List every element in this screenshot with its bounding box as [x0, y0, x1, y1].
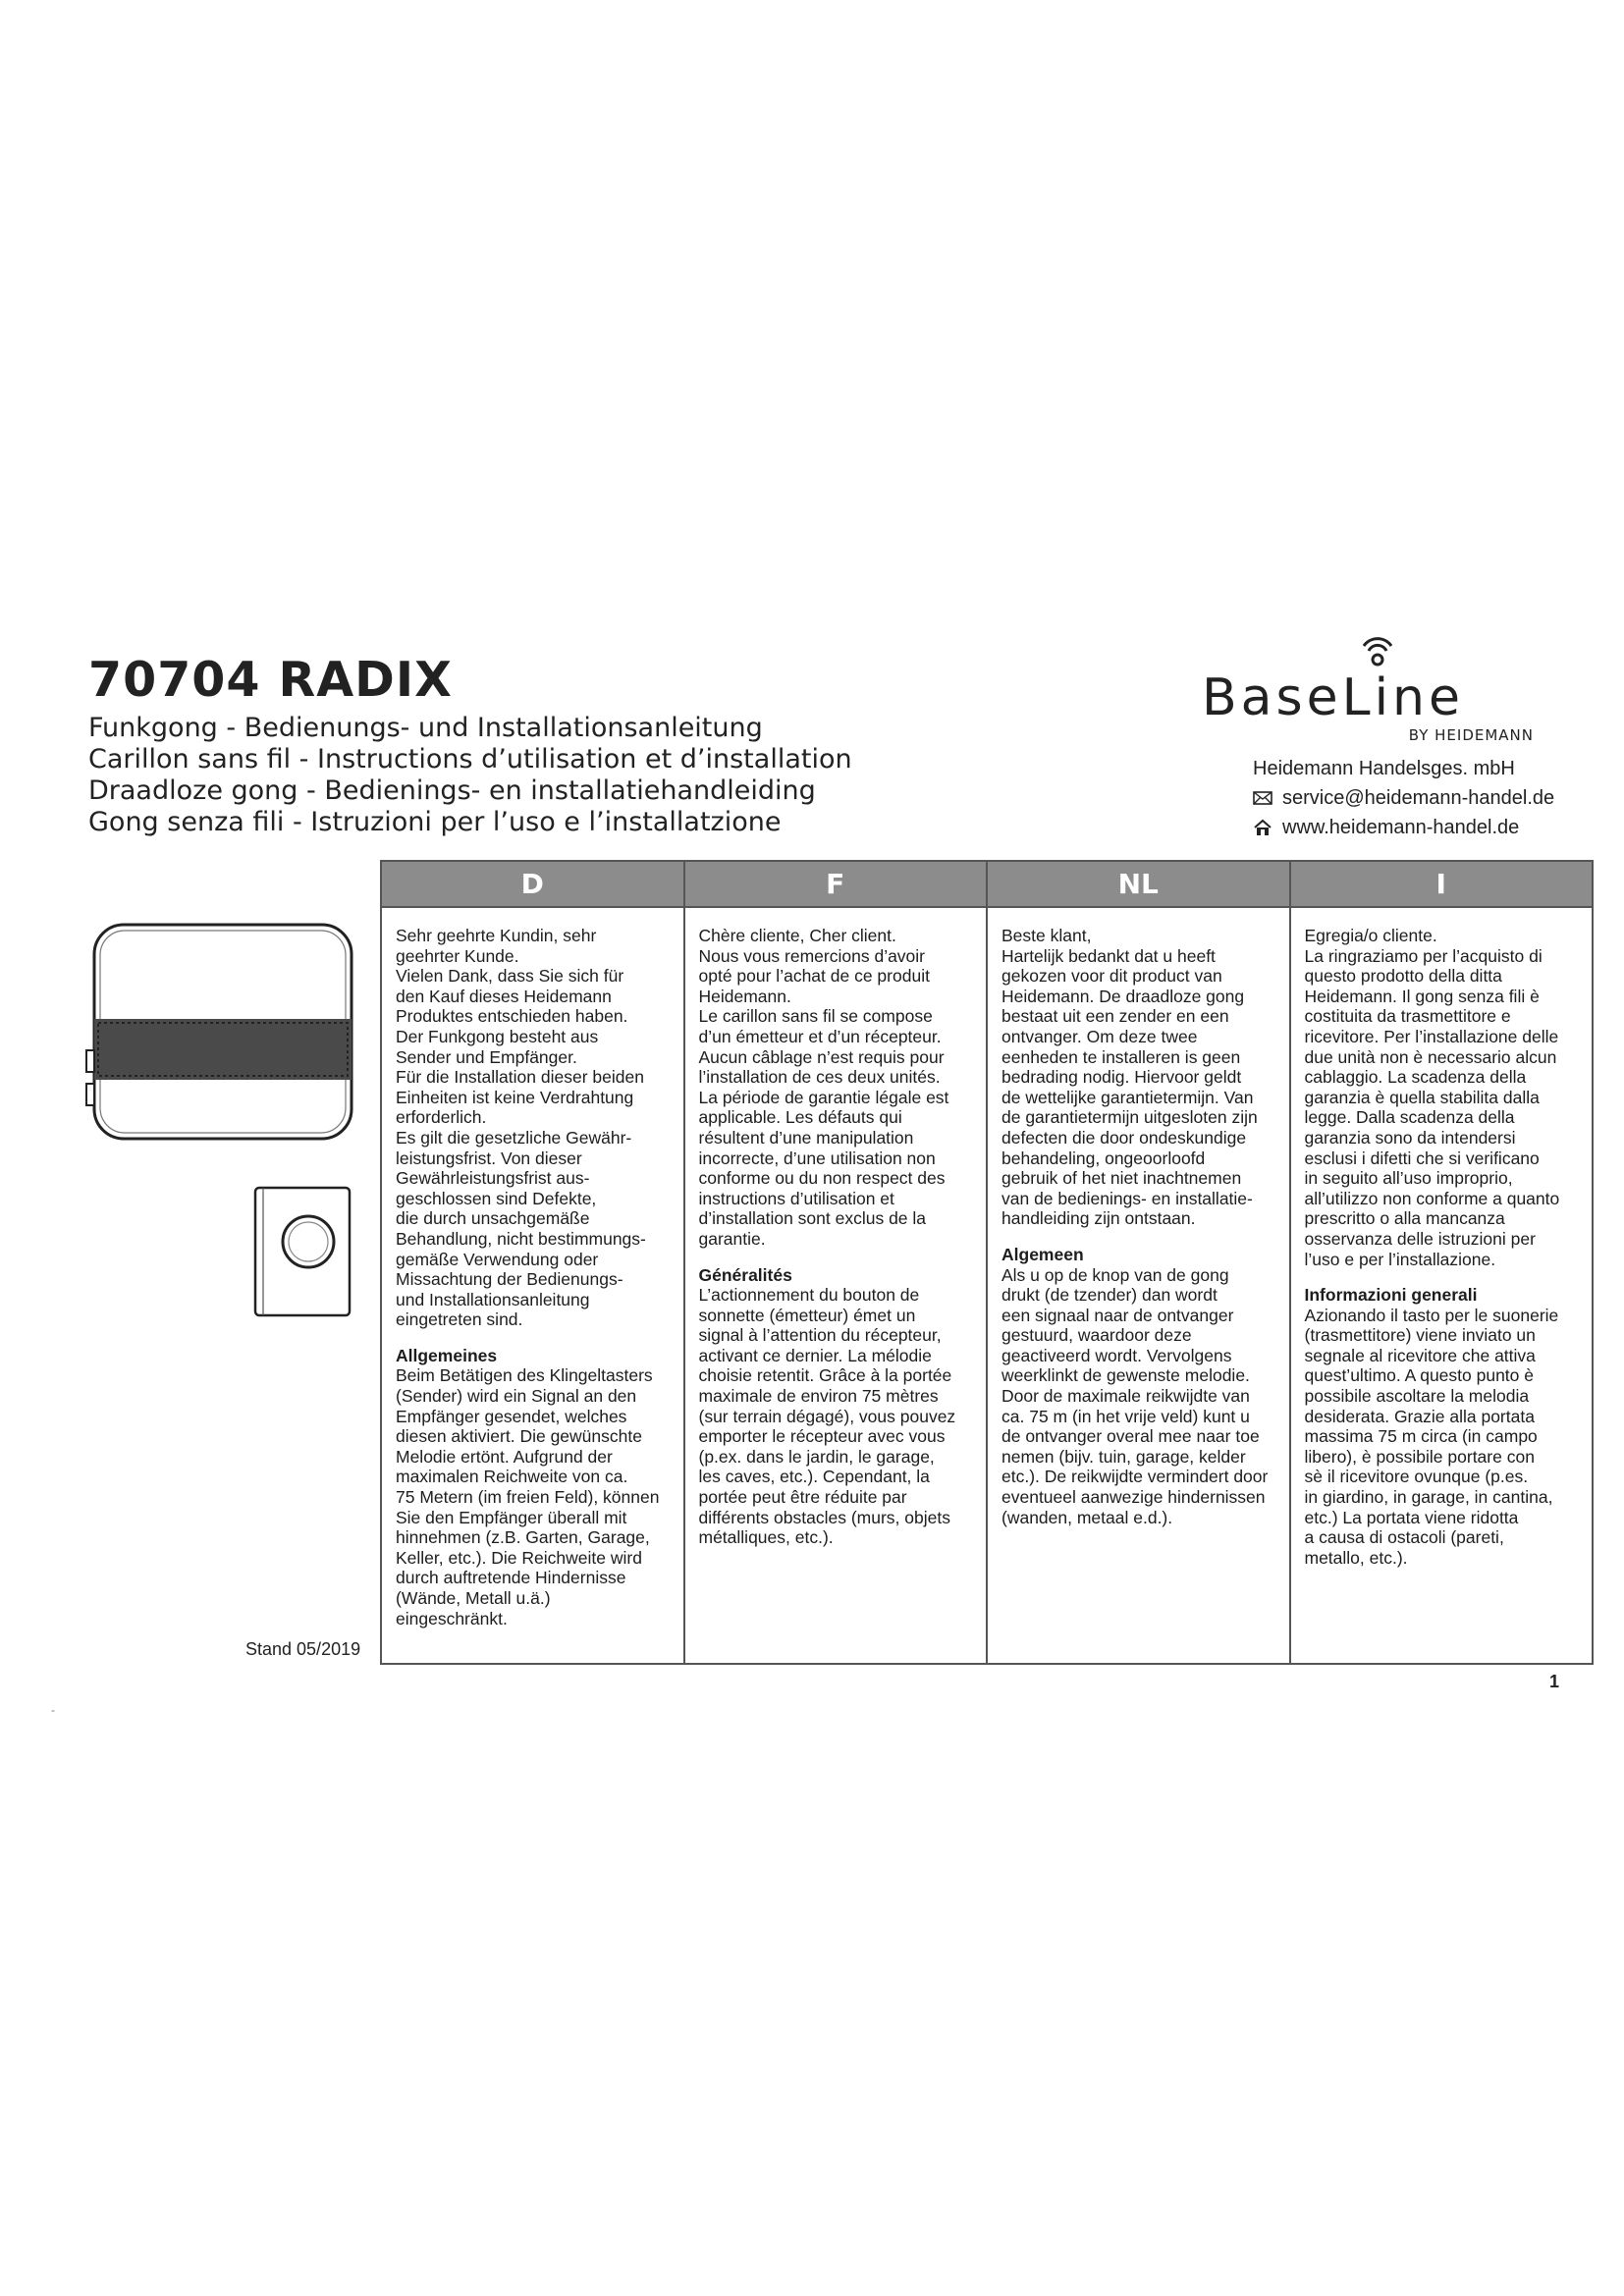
company-name: Heidemann Handelsges. mbH [1253, 758, 1515, 779]
column-heading: I [1291, 862, 1593, 908]
website-row [1253, 813, 1577, 842]
section-heading: Allgemeines [396, 1345, 498, 1365]
email-row [1253, 783, 1577, 813]
section-text: Als u op de knop van de gong drukt (de tzender) dan wordt een signaal naar de ontvanger gestuurd, waardoor deze geactiveerd wordt. Vervolgens weerklinkt de gewenste melodie. Door de maximale reikwijdte van ca. 75 m (in het vrije veld) kunt u de ontvanger overal mee naar toe nemen (bijv. tuin, garage, kelder etc.). De reikwijdte vermindert door eventueel aanwezige hindernissen (wanden, metaal e.d.). [1001, 1264, 1269, 1527]
column-body [382, 908, 683, 1638]
section-text: Beim Betätigen des Klingeltasters (Sender) wird ein Signal an den Empfänger gesendet, welches diesen aktiviert. Die gewünschte Melodie ertönt. Aufgrund der maximalen Reichweite von ca. 75 Metern (im freien Feld), können Sie den Empfänger überall mit hinnehmen (z.B. Garten, Garage, Keller, etc.). Die Reichweite wird durch auftretende Hindernisse (Wände, Metall u.ä.) eingeschränkt. [396, 1365, 660, 1629]
signal-waves-icon [1364, 639, 1391, 651]
column-body [685, 908, 987, 1558]
column-it [1289, 862, 1593, 1663]
column-body [1291, 908, 1593, 1577]
page-number: 1 [1549, 1672, 1560, 1691]
version-stamp: Stand 05/2019 [245, 1639, 361, 1659]
baseline-logo [1196, 628, 1540, 756]
subtitle-de: Funkgong - Bedienungs- und Installationsanleitung [88, 713, 763, 743]
intro-text: Egregia/o cliente. La ringraziamo per l’acquisto di questo prodotto della ditta Heidemann. Il gong senza fili è costituita da trasmettitore e ricevitore. Per l’installazione delle due unità non è necessario alcun cablaggio. La scadenza della garanzia è quella stabilita dalla legge. Dalla scadenza della garanzia sono da intendersi esclusi i difetti che si verificano in seguito all’uso improprio, all’utilizzo non conforme a quanto prescritto o alla mancanza osservanza delle istruzioni per l’uso e per l’installazione. [1304, 926, 1560, 1269]
receiver-illustration [86, 925, 352, 1139]
product-illustration [82, 921, 367, 1323]
intro-text: Sehr geehrte Kundin, sehr geehrter Kunde. Vielen Dank, dass Sie sich für den Kauf dieses Heidemann Produktes entschieden haben. Der Funkgong besteht aus Sender und Empfänger. Für die Installation dieser beiden Einheiten ist keine Verdrahtung erforderlich. Es gilt die gesetzliche Gewähr- leistungsfrist. Von dieser Gewährleistungsfrist aus- geschlossen sind Defekte, die durch unsachgemäße Behandlung, nicht bestimmungs- gemäße Verwendung oder Missachtung der Bedienungs- und Installationsanleitung eingetreten sind. [396, 926, 646, 1330]
envelope-icon [1253, 791, 1272, 805]
instruction-table [380, 860, 1594, 1665]
margin-mark: - [51, 1703, 55, 1717]
document-title: 70704 RADIX [88, 652, 453, 708]
email-link[interactable]: service@heidemann-handel.de [1282, 787, 1555, 809]
intro-text: Beste klant, Hartelijk bedankt dat u heeft gekozen voor dit product van Heidemann. De draadloze gong bestaat uit een zender en een ontvanger. Om deze twee eenheden te installeren is geen bedrading nodig. Hiervoor geldt de wettelijke garantietermijn. Van de garantietermijn uitgesloten zijn defecten die door ondeskundige behandeling, ongeoorloofd gebruik of het niet inachtnemen van de bedienings- en installatie- handleiding zijn ontstaan. [1001, 926, 1258, 1229]
column-body [988, 908, 1289, 1537]
doorbell-button-icon [283, 1216, 334, 1267]
subtitle-nl: Draadloze gong - Bedienings- en installatiehandleiding [88, 775, 816, 806]
column-heading: F [685, 862, 987, 908]
section-heading: Informazioni generali [1304, 1285, 1478, 1306]
transmitter-illustration [255, 1188, 350, 1315]
logo-wordmark: BaseLine [1202, 668, 1464, 727]
subtitle-fr: Carillon sans fil - Instructions d’utilisation et d’installation [88, 744, 852, 774]
column-heading: D [382, 862, 683, 908]
subtitle-list [88, 713, 852, 838]
website-link[interactable]: www.heidemann-handel.de [1282, 817, 1520, 838]
section-text: Azionando il tasto per le suonerie (trasmettitore) viene inviato un segnale al ricevitore che attiva quest’ultimo. A questo punto è possibile ascoltare la melodia desiderata. Grazie alla portata massima 75 m circa (in campo libero), è possibile portare con sè il ricevitore ovunque (p.es. in giardino, in garage, in cantina, etc.) La portata viene ridotta a causa di ostacoli (pareti, metallo, etc.). [1304, 1305, 1559, 1568]
subtitle-it: Gong senza fili - Istruzioni per l’uso e l’installatzione [88, 807, 782, 837]
column-heading: NL [988, 862, 1289, 908]
section-text: L’actionnement du bouton de sonnette (émetteur) émet un signal à l’attention du récepteur, activant ce dernier. La mélodie choisie retentit. Grâce à la portée maximale de environ 75 mètres (sur terrain dégagé), vous pouvez emporter le récepteur avec vous (p.ex. dans le jardin, le garage, les caves, etc.). Cependant, la portée peut être réduite par différents obstacles (murs, objets métalliques, etc.). [698, 1285, 956, 1548]
intro-text: Chère cliente, Cher client. Nous vous remercions d’avoir opté pour l’achat de ce produit Heidemann. Le carillon sans fil se compose d’un émetteur et d’un récepteur. Aucun câblage n’est requis pour l’installation de ces deux unités. La période de garantie légale est applicable. Les défauts qui résultent d’une manipulation incorrecte, d’une utilisation non conforme ou du non respect des instructions d’utilisation et d’installation sont exclus de la garantie. [698, 926, 949, 1249]
house-icon [1253, 819, 1272, 836]
column-nl [986, 862, 1289, 1663]
column-fr [683, 862, 987, 1663]
section-heading: Algemeen [1001, 1244, 1084, 1264]
logo-subline: BY HEIDEMANN [1408, 726, 1534, 744]
contact-block [1253, 754, 1577, 842]
section-heading: Généralités [698, 1264, 792, 1285]
column-de [382, 862, 683, 1663]
